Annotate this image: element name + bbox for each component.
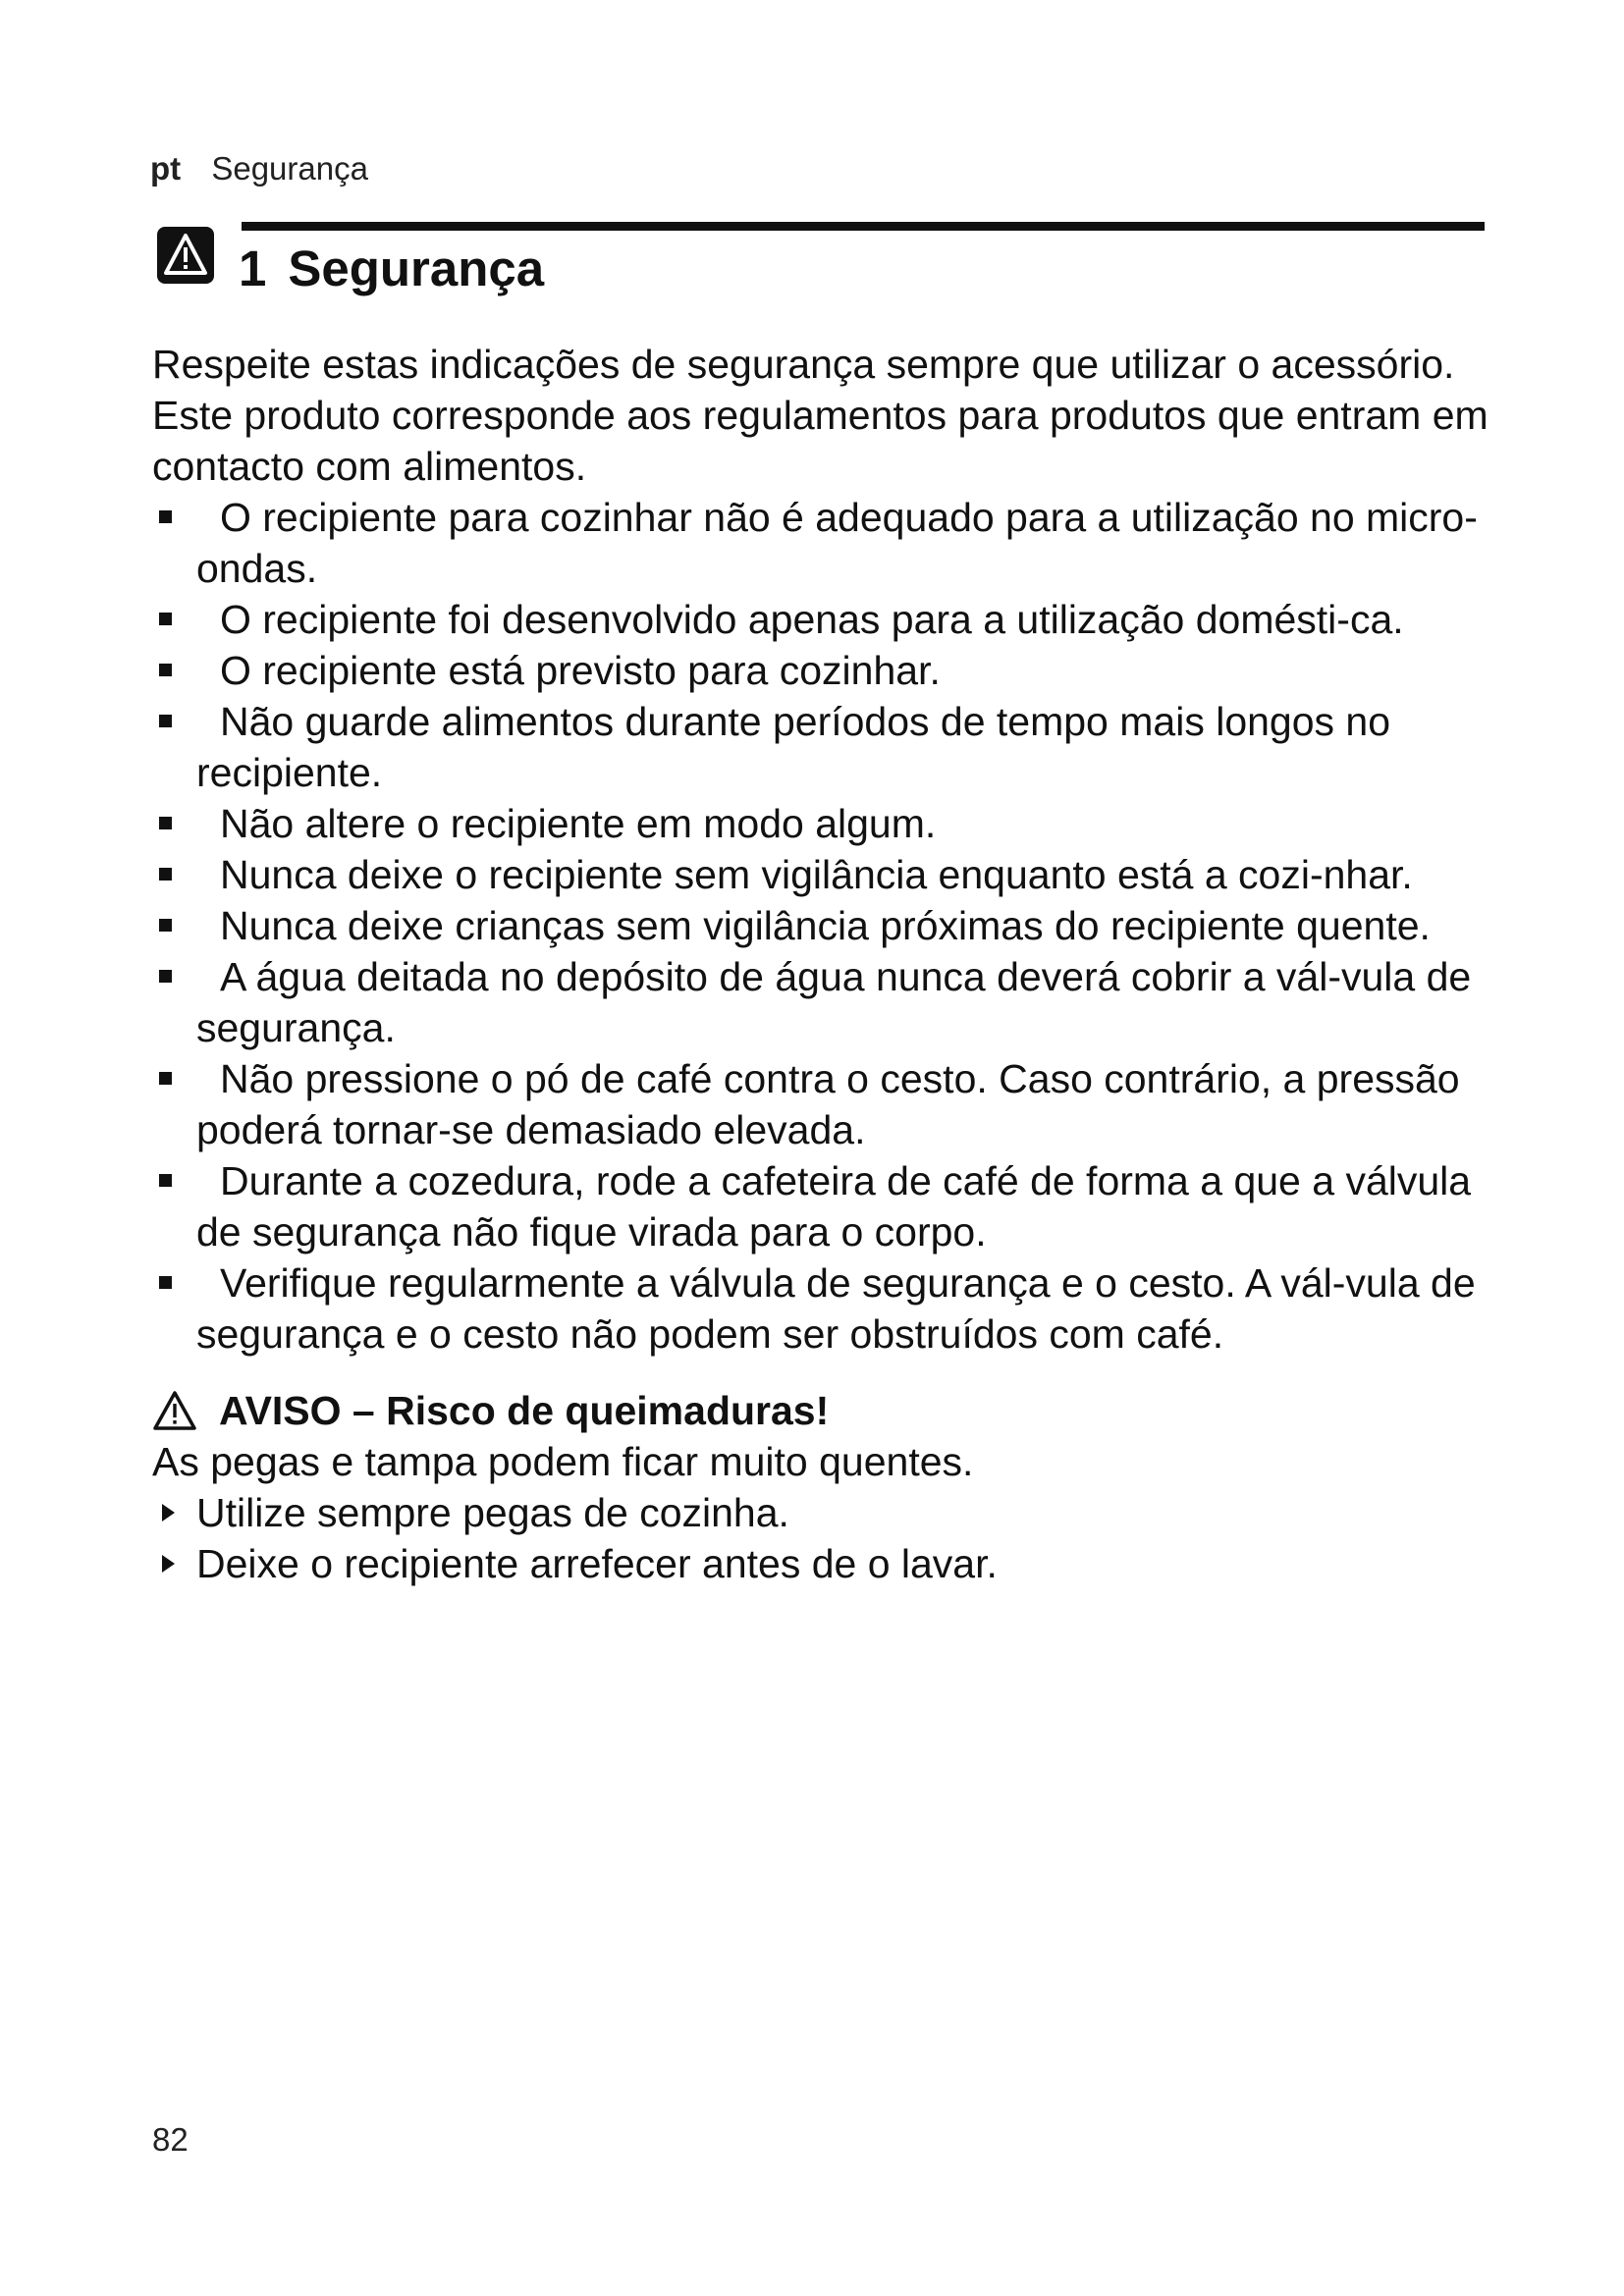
list-item [152,1155,1522,1257]
safety-list [152,492,1522,1360]
content [152,339,1522,1589]
list-item [152,594,1522,645]
list-item-text: Não altere o recipiente em modo algum. [220,801,937,846]
square-bullet-icon [159,664,172,676]
list-item-text: O recipiente para cozinhar não é adequado para a utilização no micro-ondas. [196,495,1478,591]
square-bullet-icon [159,510,172,523]
list-item-text: Nunca deixe crianças sem vigilância próximas do recipiente quente. [220,903,1431,948]
page-number: 82 [152,2121,189,2158]
list-item [152,1538,1522,1589]
list-item [152,849,1522,900]
list-item-text: Não pressione o pó de café contra o cesto. Caso contrário, a pressão poderá tornar-se demasiado elevada. [196,1056,1460,1152]
intro-paragraph: Respeite estas indicações de segurança sempre que utilizar o acessório. [152,342,1455,387]
heading-rule [242,222,1485,231]
list-item [152,900,1522,951]
list-item [152,1257,1522,1360]
square-bullet-icon [159,715,172,727]
list-item [152,1487,1522,1538]
warning-block [152,1385,1522,1589]
square-bullet-icon [159,1174,172,1187]
page-title [239,241,544,296]
running-header [150,149,368,188]
list-item-text: Não guarde alimentos durante períodos de tempo mais longos no recipiente. [196,699,1391,795]
square-bullet-icon [159,817,172,829]
square-bullet-icon [159,613,172,625]
list-item [152,645,1522,696]
list-item [152,951,1522,1053]
section-title-text: Segurança [288,240,545,296]
warning-heading [152,1385,1522,1436]
intro-paragraph: Este produto corresponde aos regulamentos para produtos que entram em contacto com alimentos. [152,393,1489,489]
list-item [152,798,1522,849]
square-bullet-icon [159,1072,172,1085]
list-item-text: Verifique regularmente a válvula de segurança e o cesto. A vál-vula de segurança e o cesto não podem ser obstruídos com café. [196,1260,1476,1357]
warning-text: As pegas e tampa podem ficar muito quentes. [152,1439,974,1484]
step-text: Utilize sempre pegas de cozinha. [196,1490,789,1535]
list-item [152,492,1522,594]
list-item-text: Nunca deixe o recipiente sem vigilância enquanto está a cozi-nhar. [220,852,1413,897]
warning-triangle-icon [152,1390,197,1431]
arrow-bullet-icon [162,1504,175,1522]
running-header-section: Segurança [211,150,368,187]
square-bullet-icon [159,1276,172,1289]
section-number: 1 [239,240,267,296]
warning-title: AVISO – Risco de queimaduras! [219,1388,830,1433]
list-item-text: Durante a cozedura, rode a cafeteira de café de forma a que a válvula de segurança não fique virada para o corpo. [196,1158,1472,1255]
arrow-bullet-icon [162,1555,175,1573]
list-item [152,1053,1522,1155]
square-bullet-icon [159,919,172,932]
square-bullet-icon [159,970,172,983]
list-item-text: A água deitada no depósito de água nunca deverá cobrir a vál-vula de segurança. [196,954,1472,1050]
list-item-text: O recipiente foi desenvolvido apenas para a utilização domésti-ca. [220,597,1404,642]
square-bullet-icon [159,868,172,881]
warning-steps [152,1487,1522,1589]
language-code: pt [150,150,182,187]
step-text: Deixe o recipiente arrefecer antes de o lavar. [196,1541,998,1586]
list-item-text: O recipiente está previsto para cozinhar. [220,648,941,693]
list-item [152,696,1522,798]
warning-icon [157,227,214,284]
